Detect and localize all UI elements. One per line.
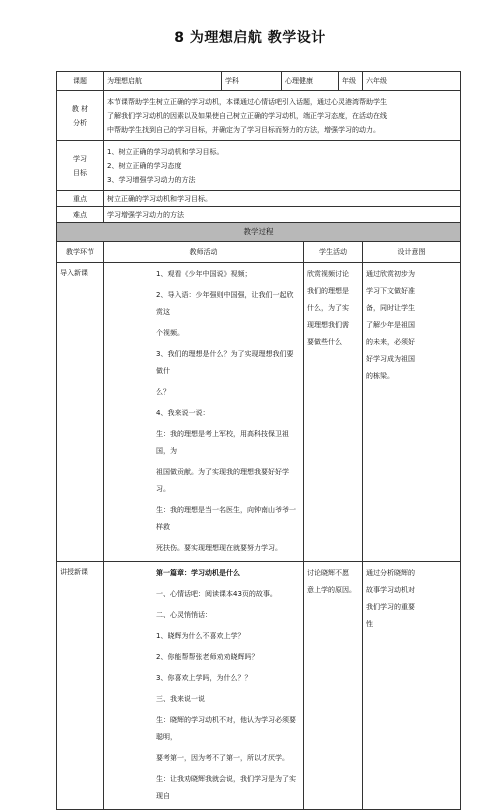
col-header-teacher: 教师活动 <box>104 242 304 263</box>
intro-teacher: 1、观看《少年中国说》视频； 2、导入语：少年强则中国强，让我们一起欣赏这 个视频。 3、我们的理想是什么？为了实现理想我们要做什 么？ 4、我来说一说： 生：我的理想是考上军校，用高科技保卫祖国，为 祖国做贡献。为了实现我的理想我要好好学习。 生：我的理想是当一名医生，向钟南山爷爷一样救 死扶伤。要实现理想现在就要努力学习。 <box>104 263 304 562</box>
intro-row <box>57 263 461 562</box>
course-label: 课题 <box>57 72 104 91</box>
intro-student: 欣赏视频讨论 我们的理想是 什么，为了实 现理想我们需 要做些什么 <box>304 263 363 562</box>
goals-text: 1、树立正确的学习动机和学习目标。 2、树立正确的学习态度 3、学习增强学习动力的方法 <box>104 141 461 191</box>
analysis-label: 教 材 分析 <box>57 91 104 141</box>
intro-intent: 通过欣赏初步为 学习下文做好准 备，同时让学生 了解少年是祖国 的未来，必须好 好学习成为祖国 的栋梁。 <box>363 263 461 562</box>
key-row <box>57 191 461 207</box>
lecture-student: 讨论晓辉不愿 意上学的原因。 <box>304 562 363 810</box>
difficult-row <box>57 207 461 223</box>
column-header-row <box>57 242 461 263</box>
goals-row <box>57 141 461 191</box>
analysis-text: 本节课帮助学生树立正确的学习动机，本课通过心情话吧引入话题，通过心灵港湾帮助学生 了解我们学习动机的因素以及如果使自己树立正确的学习动机，端正学习态度，在活动在线 中帮助学生找到自己的学习目标，并确定为了学习目标而努力的方法，增强学习的动力。 <box>104 91 461 141</box>
col-header-stage: 教学环节 <box>57 242 104 263</box>
process-header-row <box>57 223 461 242</box>
key-value: 树立正确的学习动机和学习目标。 <box>104 191 461 207</box>
lesson-plan-table <box>56 71 461 810</box>
goals-label: 学习 目标 <box>57 141 104 191</box>
lecture-intent: 通过分析晓辉的 故事学习动机对 我们学习的重要 性 <box>363 562 461 810</box>
course-value: 为理想启航 <box>104 72 222 91</box>
difficult-value: 学习增强学习动力的方法 <box>104 207 461 223</box>
key-label: 重点 <box>57 191 104 207</box>
page-title: 8 为理想启航 教学设计 <box>174 30 326 46</box>
grade-label: 年级 <box>339 72 363 91</box>
info-row <box>57 72 461 91</box>
lecture-stage: 讲授新课 <box>57 562 104 810</box>
analysis-row <box>57 91 461 141</box>
lecture-row <box>57 562 461 810</box>
col-header-intent: 设计意图 <box>363 242 461 263</box>
difficult-label: 难点 <box>57 207 104 223</box>
subject-value: 心理健康 <box>282 72 339 91</box>
lecture-teacher: 第一篇章：学习动机是什么 一、心情话吧：阅读课本43页的故事。 二、心灵悄悄话： 1、晓辉为什么不喜欢上学？ 2、你能帮帮张老师劝劝晓辉吗？ 3、你喜欢上学吗，为什么？？ 三、我来说一说 生：晓辉的学习动机不对，他认为学习必须要聪明， 要考第一，因为考不了第一，所以才厌学。 生：让我劝晓辉我就会说，我们学习是为了实现自 <box>104 562 304 810</box>
grade-value: 六年级 <box>363 72 461 91</box>
process-header: 教学过程 <box>57 223 461 242</box>
col-header-student: 学生活动 <box>304 242 363 263</box>
subject-label: 学科 <box>222 72 282 91</box>
intro-stage: 导入新课 <box>57 263 104 562</box>
chapter-heading: 第一篇章：学习动机是什么 <box>156 569 240 577</box>
